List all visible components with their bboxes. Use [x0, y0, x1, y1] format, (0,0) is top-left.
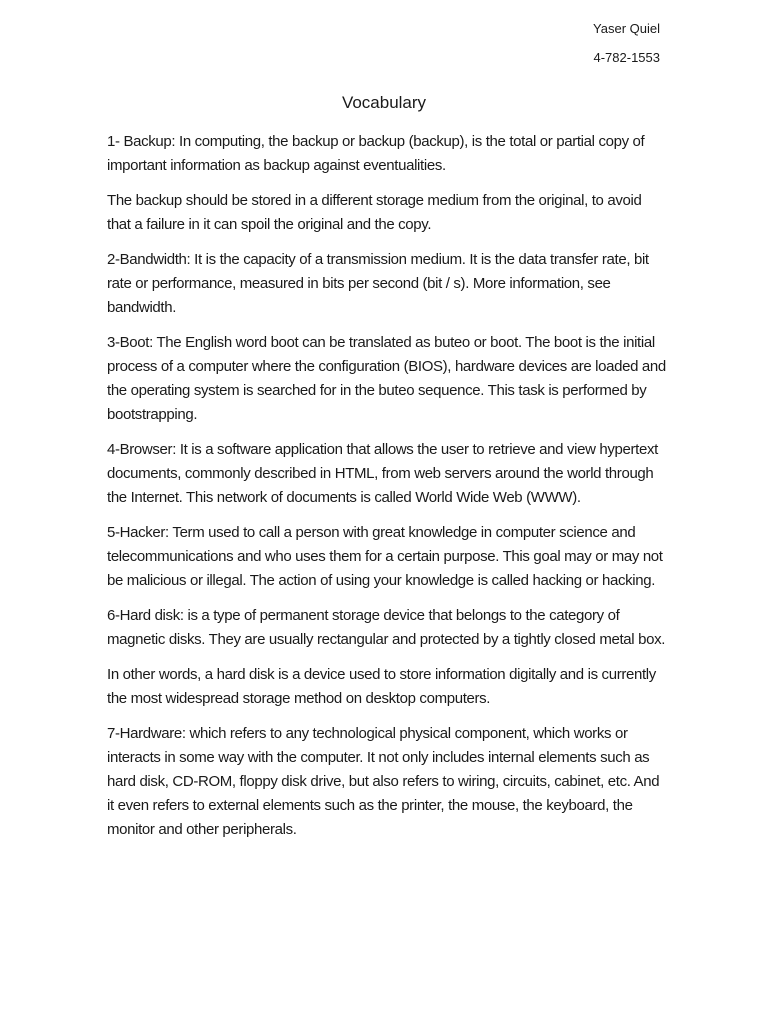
paragraph-hard-disk-other-words: In other words, a hard disk is a device used to store information digitally and is currently the most widespread storage method on desktop computers.: [107, 666, 656, 707]
paragraph-hardware: 7-Hardware: which refers to any technological physical component, which works or interacts in some way with the computer. It not only includes internal elements such as hard disk, CD-ROM, floppy disk drive, but also refers to wiring, circuits, cabinet, etc. And it even refers to external elements such as the printer, the mouse, the keyboard, the monitor and other peripherals.: [107, 725, 660, 838]
paragraph-backup-definition: 1- Backup: In computing, the backup or backup (backup), is the total or partial copy of important information as backup against eventualities.: [107, 133, 645, 174]
paragraph-hacker: 5-Hacker: Term used to call a person with great knowledge in computer science and telecommunications and who uses them for a certain purpose. This goal may or may not be malicious or illegal. The action of using your knowledge is called hacking or hacking.: [107, 524, 663, 589]
author-name: Yaser Quiel: [593, 21, 660, 36]
paragraph-hard-disk: 6-Hard disk: is a type of permanent storage device that belongs to the category of magnetic disks. They are usually rectangular and protected by a tightly closed metal box.: [107, 607, 666, 648]
paragraph-bandwidth: 2-Bandwidth: It is the capacity of a transmission medium. It is the data transfer rate, bit rate or performance, measured in bits per second (bit / s). More information, see bandwidth.: [107, 251, 649, 316]
document-title: Vocabulary: [341, 93, 427, 112]
document-body: [107, 130, 667, 853]
author-id: 4-782-1553: [593, 50, 660, 65]
paragraph-backup-storage: The backup should be stored in a different storage medium from the original, to avoid that a failure in it can spoil the original and the copy.: [107, 192, 642, 233]
paragraph-browser: 4-Browser: It is a software application that allows the user to retrieve and view hypertext documents, commonly described in HTML, from web servers around the world through the Internet. This network of documents is called World Wide Web (WWW).: [107, 441, 658, 506]
paragraph-boot: 3-Boot: The English word boot can be translated as buteo or boot. The boot is the initial process of a computer where the configuration (BIOS), hardware devices are loaded and the operating system is searched for in the buteo sequence. This task is performed by bootstrapping.: [107, 334, 666, 423]
